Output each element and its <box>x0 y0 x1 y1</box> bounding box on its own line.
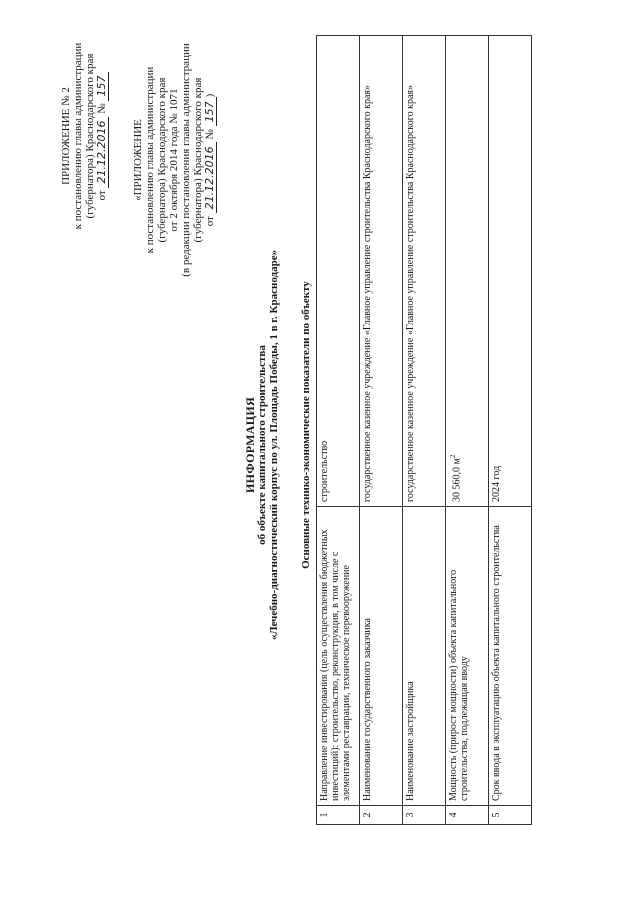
capacity-value: 30 560,0 м <box>451 458 463 502</box>
appendix-main-date-line <box>204 15 217 305</box>
date-prefix: от <box>204 216 216 227</box>
date-prefix: от <box>96 190 108 201</box>
handwritten-date: 21.12.2016 <box>204 142 217 213</box>
appendix-main-line2: (губернатора) Краснодарского края <box>156 77 168 243</box>
table-row <box>403 36 446 825</box>
row-value: строительство <box>317 36 360 507</box>
appendix-2-line1: к постановлению главы администрации <box>72 42 84 230</box>
info-subtitle-1: об объекте капитального строительства <box>256 345 268 545</box>
handwritten-number: 157 <box>96 72 109 101</box>
row-label: Мощность (прирост мощности) объекта капитального строительства, подлежащая вводу <box>446 507 489 806</box>
row-value <box>446 36 489 507</box>
table-row <box>489 36 532 825</box>
row-label: Направление инвестирования (цель осуществления бюджетных инвестиций): строительство, реконструкция, в том числе с элементами реставрации, техническое перевооружение <box>317 507 360 806</box>
handwritten-date: 21.12.2016 <box>96 117 109 188</box>
info-heading-block <box>244 235 280 655</box>
row-label: Наименование государственного заказчика <box>360 507 403 806</box>
section-title: Основные технико-экономические показатели по объекту <box>300 281 312 569</box>
row-label: Срок ввода в эксплуатацию объекта капитального строительства <box>489 507 532 806</box>
info-subtitle-2: «Лечебно-диагностический корпус по ул. Площадь Победы, 1 в г. Краснодаре» <box>268 249 280 641</box>
appendix-main-title: «ПРИЛОЖЕНИЕ <box>132 119 144 201</box>
unit-superscript: 2 <box>449 454 457 459</box>
row-label: Наименование застройщика <box>403 507 446 806</box>
appendix-main-line4: (в редакции постановления главы администрации <box>180 43 192 277</box>
info-heading: ИНФОРМАЦИЯ <box>243 397 257 493</box>
table-row <box>360 36 403 825</box>
number-prefix: № <box>204 129 216 140</box>
row-number: 3 <box>403 806 446 825</box>
row-number: 4 <box>446 806 489 825</box>
number-prefix: № <box>96 103 108 114</box>
appendix-main-line1: к постановлению главы администрации <box>144 66 156 254</box>
appendix-main-line3: от 2 октября 2014 года № 1071 <box>168 88 180 232</box>
closing-paren: ) <box>204 93 216 98</box>
table-row <box>317 36 360 825</box>
appendix-2-block <box>60 31 109 241</box>
appendix-2-title: ПРИЛОЖЕНИЕ № 2 <box>60 87 72 185</box>
appendix-main-block <box>132 15 217 305</box>
row-number: 1 <box>317 806 360 825</box>
appendix-main-line5: (губернатора) Краснодарского края <box>192 77 204 243</box>
appendix-2-date-line <box>96 31 109 241</box>
row-value: государственное казенное учреждение «Главное управление строительства Краснодарского края» <box>360 36 403 507</box>
indicators-table <box>316 35 532 825</box>
handwritten-number: 157 <box>204 97 217 126</box>
row-number: 5 <box>489 806 532 825</box>
table-row <box>446 36 489 825</box>
appendix-2-line2: (губернатора) Краснодарского края <box>84 53 96 219</box>
row-value: 2024 год <box>489 36 532 507</box>
row-value: государственное казенное учреждение «Главное управление строительства Краснодарского края» <box>403 36 446 507</box>
row-number: 2 <box>360 806 403 825</box>
